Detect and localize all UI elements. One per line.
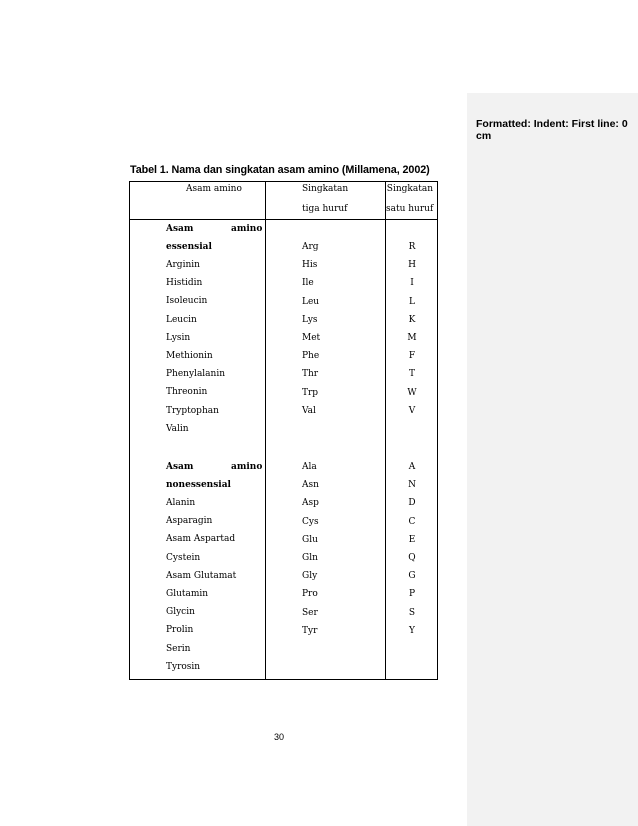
essensial-one-letter-5: M xyxy=(407,333,417,343)
nonessensial-three-letter-4: Glu xyxy=(302,534,318,545)
nonessensial-three-letter-3: Cys xyxy=(302,516,319,527)
column-divider-2 xyxy=(385,182,386,679)
header-singkatan-satu-line1: Singkatan xyxy=(386,184,433,194)
nonessensial-one-letter-5: Q xyxy=(408,553,416,563)
essensial-name-4: Lysin xyxy=(166,332,191,343)
essensial-heading-word1: Asam xyxy=(166,224,194,234)
header-singkatan-tiga-line1: Singkatan xyxy=(302,184,349,194)
essensial-name-9: Valin xyxy=(166,423,189,434)
header-singkatan-tiga-line2: tiga huruf xyxy=(302,204,348,214)
essensial-three-letter-1: His xyxy=(302,260,318,271)
essensial-one-letter-7: T xyxy=(408,369,415,380)
comments-margin-panel xyxy=(467,93,638,826)
essensial-name-6: Phenylalanin xyxy=(166,369,226,380)
nonessensial-heading-word1: Asam xyxy=(166,462,194,472)
nonessensial-one-letter-1: N xyxy=(408,480,416,491)
essensial-three-letter-6: Phe xyxy=(302,351,320,362)
nonessensial-three-letter-8: Ser xyxy=(302,607,318,618)
essensial-name-8: Tryptophan xyxy=(166,405,219,416)
essensial-one-letter-2: I xyxy=(410,278,414,289)
nonessensial-name-1: Asparagin xyxy=(166,516,213,527)
essensial-one-letter-8: W xyxy=(407,387,417,398)
essensial-three-letter-0: Arg xyxy=(302,242,319,252)
nonessensial-one-letter-9: Y xyxy=(409,625,415,636)
essensial-three-letter-5: Met xyxy=(302,333,321,343)
page-number: 30 xyxy=(274,732,285,742)
essensial-three-letter-9: Val xyxy=(302,405,316,416)
nonessensial-one-letter-7: P xyxy=(408,589,416,600)
amino-acid-table xyxy=(129,181,438,680)
header-asam-amino: Asam amino xyxy=(186,184,242,194)
nonessensial-name-5: Glutamin xyxy=(166,589,209,599)
nonessensial-three-letter-2: Asp xyxy=(302,498,319,509)
essensial-three-letter-8: Trp xyxy=(302,387,319,398)
header-divider xyxy=(130,219,437,220)
essensial-three-letter-2: Ile xyxy=(302,278,314,289)
nonessensial-heading-line2: nonessensial xyxy=(166,480,231,490)
nonessensial-name-3: Cystein xyxy=(166,552,201,563)
nonessensial-three-letter-9: Tyr xyxy=(302,625,318,636)
nonessensial-three-letter-1: Asn xyxy=(302,480,319,491)
essensial-one-letter-1: H xyxy=(408,260,416,271)
nonessensial-heading-word2: amino xyxy=(231,462,263,472)
table-caption: Tabel 1. Nama dan singkatan asam amino (Millamena, 2002) xyxy=(130,164,430,176)
header-singkatan-satu-line2: satu huruf xyxy=(386,204,434,214)
essensial-heading-line2: essensial xyxy=(166,242,212,252)
nonessensial-three-letter-0: Ala xyxy=(302,462,317,472)
essensial-one-letter-0: R xyxy=(408,242,416,252)
column-divider-1 xyxy=(265,182,266,679)
nonessensial-name-9: Tyrosin xyxy=(166,661,201,672)
formatted-comment-label[interactable]: Formatted: Indent: First line: 0 cm xyxy=(476,118,628,142)
nonessensial-one-letter-8: S xyxy=(408,607,416,618)
nonessensial-name-0: Alanin xyxy=(166,498,196,508)
essensial-one-letter-3: L xyxy=(409,296,415,307)
nonessensial-three-letter-5: Gln xyxy=(302,553,318,563)
essensial-name-3: Leucin xyxy=(166,314,197,325)
essensial-name-2: Isoleucin xyxy=(166,296,208,307)
essensial-name-7: Threonin xyxy=(166,387,208,398)
nonessensial-name-8: Serin xyxy=(166,643,191,654)
nonessensial-name-4: Asam Glutamat xyxy=(166,570,237,581)
nonessensial-one-letter-4: E xyxy=(408,534,416,545)
nonessensial-name-6: Glycin xyxy=(166,607,195,618)
essensial-one-letter-6: F xyxy=(408,351,416,362)
essensial-one-letter-9: V xyxy=(408,405,416,416)
nonessensial-three-letter-7: Pro xyxy=(302,589,318,600)
essensial-three-letter-4: Lys xyxy=(302,314,318,325)
essensial-three-letter-3: Leu xyxy=(302,296,320,307)
essensial-three-letter-7: Thr xyxy=(302,369,319,380)
essensial-one-letter-4: K xyxy=(408,314,416,325)
nonessensial-one-letter-6: G xyxy=(408,571,416,582)
nonessensial-three-letter-6: Gly xyxy=(302,571,318,582)
essensial-name-1: Histidin xyxy=(166,278,203,289)
essensial-heading-word2: amino xyxy=(231,224,263,234)
nonessensial-name-7: Prolin xyxy=(166,625,194,636)
nonessensial-one-letter-0: A xyxy=(408,462,416,472)
nonessensial-name-2: Asam Aspartad xyxy=(166,534,236,545)
essensial-name-0: Arginin xyxy=(166,260,200,270)
nonessensial-one-letter-2: D xyxy=(408,498,416,509)
nonessensial-one-letter-3: C xyxy=(408,516,416,527)
essensial-name-5: Methionin xyxy=(166,351,213,361)
